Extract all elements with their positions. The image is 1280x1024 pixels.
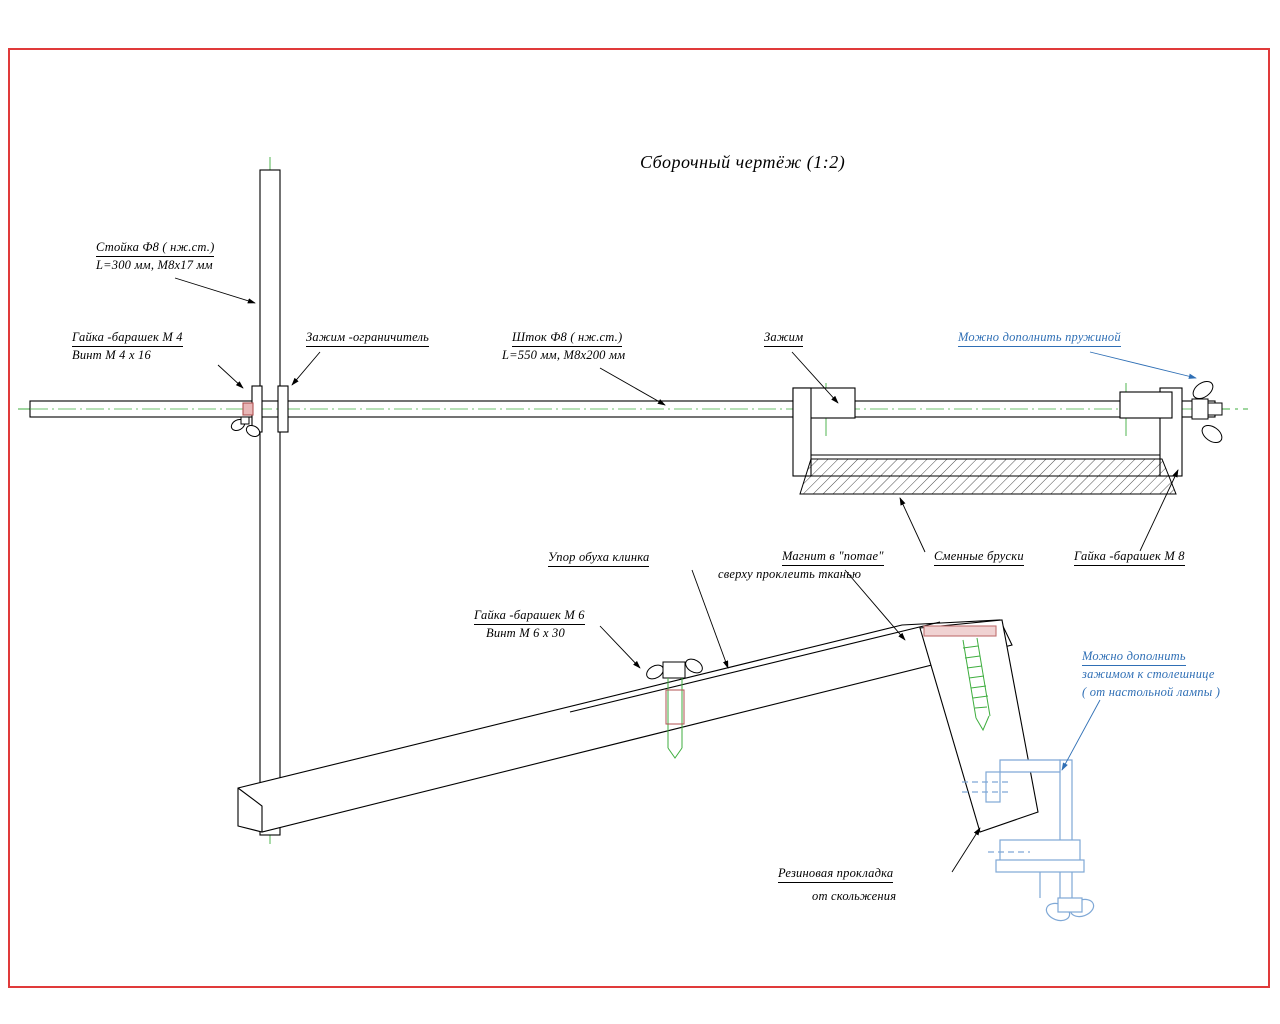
label-wingnut-m8: Гайка -барашек М 8: [1074, 549, 1185, 566]
label-wingnut-m4-line1: Гайка -барашек М 4: [72, 330, 183, 347]
page-title: Сборочный чертёж (1:2): [640, 152, 846, 172]
label-rubber-pad-line1: Резиновая прокладка: [778, 866, 893, 883]
label-table-clamp-line2: зажимом к столешнице: [1082, 667, 1215, 681]
label-magnet-line1: Магнит в "потае": [782, 549, 884, 566]
label-wingnut-m6-line2: Винт М 6 х 30: [486, 626, 565, 640]
label-rod-line2: L=550 мм, M8x200 мм: [502, 348, 626, 362]
label-rubber-pad-line2: от скольжения: [812, 889, 897, 903]
label-table-clamp-line1: Можно дополнить: [1082, 649, 1186, 666]
vertical-post: [260, 170, 280, 835]
horizontal-rod: [30, 401, 1215, 417]
label-limit-clamp: Зажим -ограничитель: [306, 330, 429, 347]
label-replaceable-bars: Сменные бруски: [934, 549, 1024, 566]
label-post-line2: L=300 мм, M8x17 мм: [96, 258, 213, 272]
replaceable-bars: [800, 459, 1176, 494]
label-wingnut-m6-line1: Гайка -барашек М 6: [474, 608, 585, 625]
label-wingnut-m4-line2: Винт М 4 х 16: [72, 348, 151, 362]
label-clamp: Зажим: [764, 330, 803, 347]
wingnut-m8-icon: [1190, 378, 1225, 446]
label-spring-note: Можно дополнить пружиной: [958, 330, 1121, 347]
label-rod-line1: Шток Ф8 ( нж.ст.): [512, 330, 622, 347]
label-magnet-line2: сверху проклеить тканью: [718, 567, 862, 581]
label-blade-stop: Упор обуха клинка: [548, 550, 649, 567]
label-post-line1: Стойка Ф8 ( нж.ст.): [96, 240, 214, 257]
label-table-clamp-line3: ( от настольной лампы ): [1082, 685, 1221, 699]
